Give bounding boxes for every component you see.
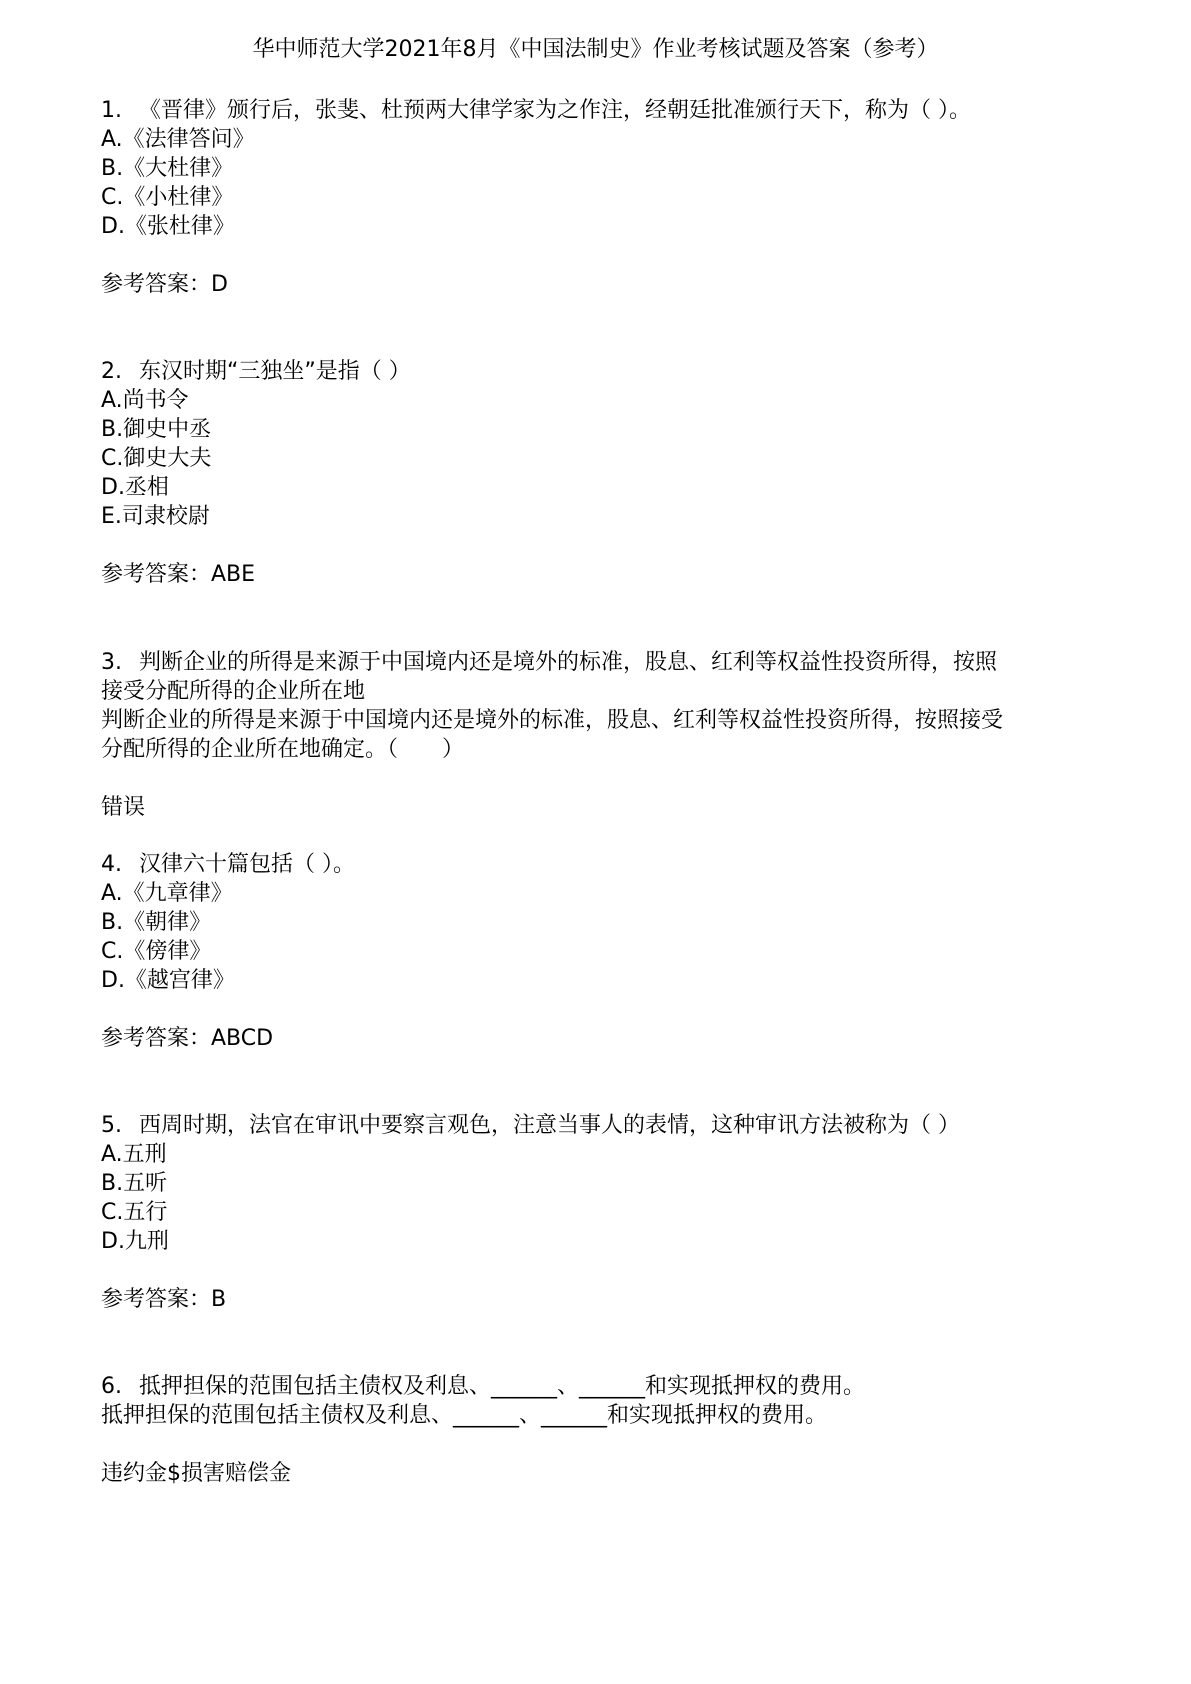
question-2-option-e: E.司隶校尉 — [101, 504, 210, 529]
question-number: 1. — [101, 98, 122, 123]
question-1-option-d: D.《张杜律》 — [101, 214, 235, 239]
question-1-option-c: C.《小杜律》 — [101, 185, 234, 210]
question-5-stem: 5. 西周时期，法官在审讯中要察言观色，注意当事人的表情，这种审讯方法被称为（ ） — [101, 1111, 960, 1141]
question-5-answer: 参考答案：B — [101, 1287, 227, 1312]
question-1-stem: 1. 《晋律》颁行后，张斐、杜预两大律学家为之作注，经朝廷批准颁行天下，称为（ ）。 — [101, 96, 971, 126]
question-5-option-a: A.五刑 — [101, 1142, 167, 1167]
question-3-stem-line-2: 接受分配所得的企业所在地 — [101, 679, 366, 704]
question-1-option-b: B.《大杜律》 — [101, 156, 234, 181]
question-2-stem: 2. 东汉时期“三独坐”是指（ ） — [101, 357, 411, 387]
question-4-option-c: C.《傍律》 — [101, 939, 212, 964]
document-title: 华中师范大学2021年8月《中国法制史》作业考核试题及答案（参考） — [252, 37, 939, 62]
question-2-option-a: A.尚书令 — [101, 388, 189, 413]
question-6-answer: 违约金$损害赔偿金 — [101, 1461, 291, 1486]
question-6-stem-line-2: 抵押担保的范围包括主债权及利息、______、______和实现抵押权的费用。 — [101, 1403, 828, 1428]
question-number: 5. — [101, 1113, 122, 1138]
question-5-option-b: B.五听 — [101, 1171, 168, 1196]
question-2-answer: 参考答案：ABE — [101, 562, 256, 587]
question-3-stem-line-3: 判断企业的所得是来源于中国境内还是境外的标准，股息、红利等权益性投资所得，按照接受 — [101, 708, 1004, 733]
question-number: 4. — [101, 852, 122, 877]
question-2-option-c: C.御史大夫 — [101, 446, 212, 471]
question-5-option-c: C.五行 — [101, 1200, 168, 1225]
question-4-answer: 参考答案：ABCD — [101, 1026, 274, 1051]
question-1-answer: 参考答案：D — [101, 272, 228, 297]
question-3-answer: 错误 — [101, 795, 146, 820]
question-number: 2. — [101, 359, 122, 384]
question-5-option-d: D.九刑 — [101, 1229, 169, 1254]
question-number: 3. — [101, 650, 122, 675]
question-2-option-b: B.御史中丞 — [101, 417, 212, 442]
question-4-stem: 4. 汉律六十篇包括（ ）。 — [101, 850, 355, 880]
question-3-stem-line-4: 分配所得的企业所在地确定。（ ） — [101, 737, 465, 762]
question-6-stem-line-1: 6. 抵押担保的范围包括主债权及利息、______、______和实现抵押权的费用。 — [101, 1372, 865, 1402]
question-2-option-d: D.丞相 — [101, 475, 169, 500]
question-number: 6. — [101, 1374, 122, 1399]
question-3-stem-line-1: 3. 判断企业的所得是来源于中国境内还是境外的标准，股息、红利等权益性投资所得，按照 — [101, 648, 997, 678]
question-1-option-a: A.《法律答问》 — [101, 127, 255, 152]
question-4-option-b: B.《朝律》 — [101, 910, 212, 935]
question-4-option-d: D.《越宫律》 — [101, 968, 235, 993]
question-4-option-a: A.《九章律》 — [101, 881, 233, 906]
